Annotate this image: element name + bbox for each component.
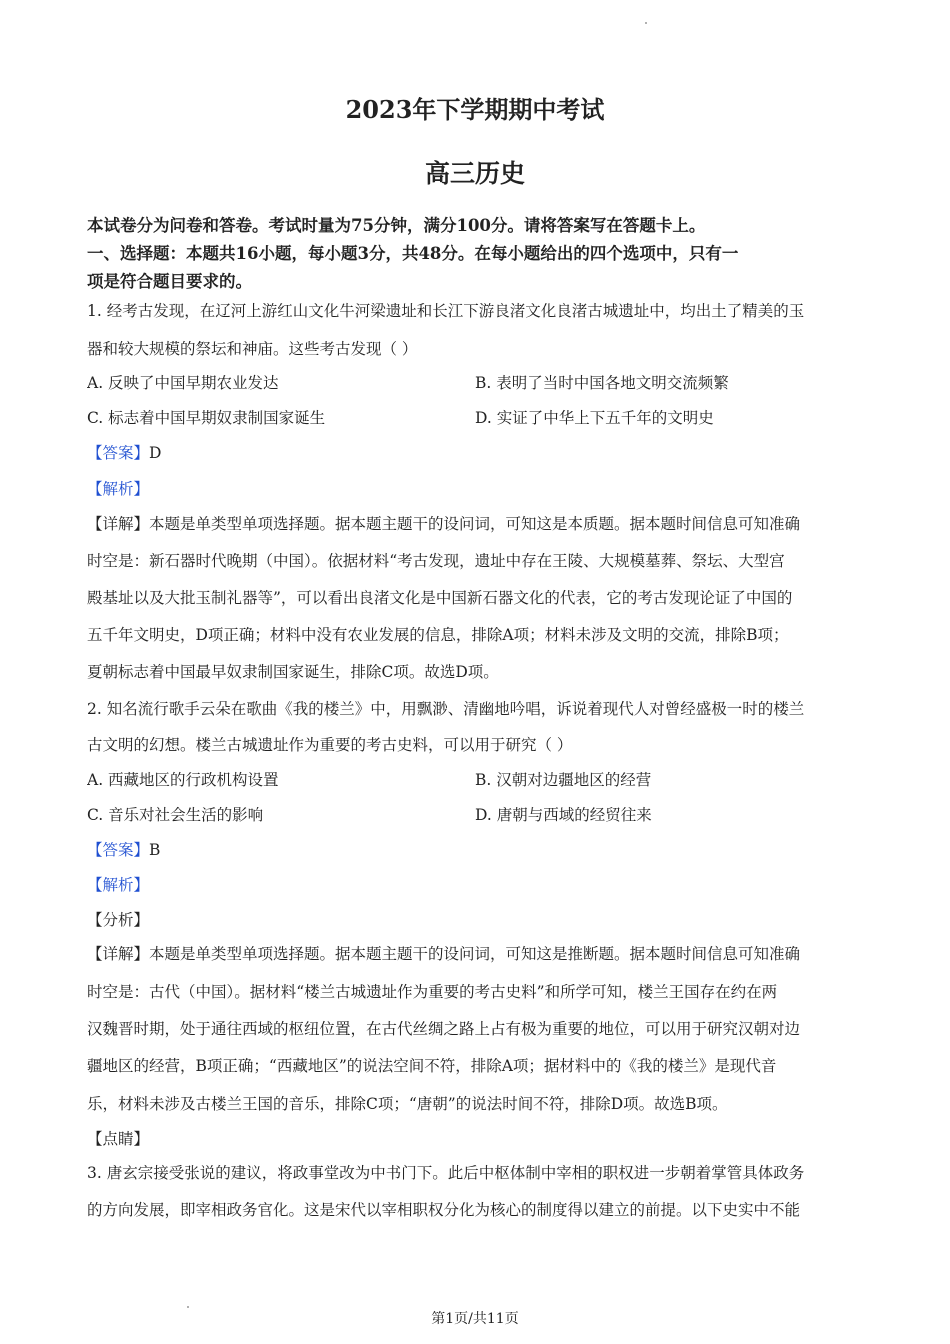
q2-analysis-tag: 【解析】	[87, 876, 150, 894]
q1-detail-line3: 殿基址以及大批玉制礼器等”，可以看出良渚文化是中国新石器文化的代表，它的考古发现论证了中国的	[87, 589, 793, 607]
q1-answer: D	[149, 444, 162, 462]
q3-stem-line1: 3. 唐玄宗接受张说的建议，将政事堂改为中书门下。此后中枢体制中宰相的职权进一步朝着掌管具体政务	[87, 1164, 805, 1182]
section-heading-line2: 项是符合题目要求的。	[87, 272, 252, 291]
q2-detail-line1: 【详解】本题是单类型单项选择题。据本题主题干的设问词，可知这是推断题。据本题时间信息可知准确	[87, 945, 801, 963]
q2-option-d: D. 唐朝与西域的经贸往来	[475, 806, 652, 824]
q1-analysis-tag: 【解析】	[87, 480, 150, 498]
exam-instructions: 本试卷分为问卷和答卷。考试时量为75分钟，满分100分。请将答案写在答题卡上。	[87, 216, 706, 235]
q1-stem-line1: 1. 经考古发现，在辽河上游红山文化牛河梁遗址和长江下游良渚文化良渚古城遗址中，均出土了精美的玉	[87, 302, 805, 320]
q1-answer-row	[87, 443, 867, 463]
q2-option-b: B. 汉朝对边疆地区的经营	[475, 771, 652, 789]
page-number: 第1页/共11页	[431, 1311, 519, 1327]
q2-detail-line4: 疆地区的经营，B项正确；“西藏地区”的说法空间不符，排除A项；据材料中的《我的楼兰》是现代音	[87, 1057, 777, 1075]
q2-detail-line5: 乐，材料未涉及古楼兰王国的音乐，排除C项；“唐朝”的说法时间不符，排除D项。故选B项。	[87, 1095, 728, 1113]
q2-answer-row	[87, 840, 867, 860]
q1-detail-line5: 夏朝标志着中国最早奴隶制国家诞生，排除C项。故选D项。	[87, 663, 499, 681]
q3-stem-line2: 的方向发展，即宰相政务官化。这是宋代以宰相职权分化为核心的制度得以建立的前提。以下史实中不能	[87, 1201, 801, 1219]
q2-detail-line3: 汉魏晋时期，处于通往西域的枢纽位置，在古代丝绸之路上占有极为重要的地位，可以用于研究汉朝对边	[87, 1020, 801, 1038]
q2-option-c: C. 音乐对社会生活的影响	[87, 806, 264, 824]
answer-tag: 【答案】	[87, 841, 150, 859]
q2-stem-line2: 古文明的幻想。楼兰古城遗址作为重要的考古史料，可以用于研究（ ）	[87, 736, 573, 754]
q2-dianjing-tag: 【点睛】	[87, 1130, 150, 1148]
section-heading-line1: 一、选择题：本题共16小题，每小题3分，共48分。在每小题给出的四个选项中，只有一	[87, 244, 739, 263]
q1-detail-line1: 【详解】本题是单类型单项选择题。据本题主题干的设问词，可知这是本质题。据本题时间信息可知准确	[87, 515, 801, 533]
q1-option-a: A. 反映了中国早期农业发达	[87, 374, 279, 392]
subject-title: 高三历史	[424, 159, 525, 188]
q2-fenxi-tag: 【分析】	[87, 911, 150, 929]
q1-stem-line2: 器和较大规模的祭坛和神庙。这些考古发现（ ）	[87, 340, 418, 358]
q2-stem-line1: 2. 知名流行歌手云朵在歌曲《我的楼兰》中，用飘渺、清幽地吟唱，诉说着现代人对曾经盛极一时的楼兰	[87, 700, 805, 718]
q2-option-a: A. 西藏地区的行政机构设置	[87, 771, 279, 789]
q1-option-d: D. 实证了中华上下五千年的文明史	[475, 409, 714, 427]
scan-speck	[645, 22, 647, 24]
q1-option-c: C. 标志着中国早期奴隶制国家诞生	[87, 409, 326, 427]
q2-detail-line2: 时空是：古代（中国）。据材料“楼兰古城遗址作为重要的考古史料”和所学可知，楼兰王国存在约在两	[87, 983, 778, 1001]
q2-answer: B	[149, 841, 161, 859]
q1-option-b: B. 表明了当时中国各地文明交流频繁	[475, 374, 729, 392]
exam-title: 2023年下学期期中考试	[345, 95, 605, 124]
answer-tag: 【答案】	[87, 444, 150, 462]
q1-detail-line4: 五千年文明史，D项正确；材料中没有农业发展的信息，排除A项；材料未涉及文明的交流，排除B项；	[87, 626, 789, 644]
q1-detail-line2: 时空是：新石器时代晚期（中国）。依据材料“考古发现，遗址中存在王陵、大规模墓葬、祭坛、大型宫	[87, 552, 785, 570]
